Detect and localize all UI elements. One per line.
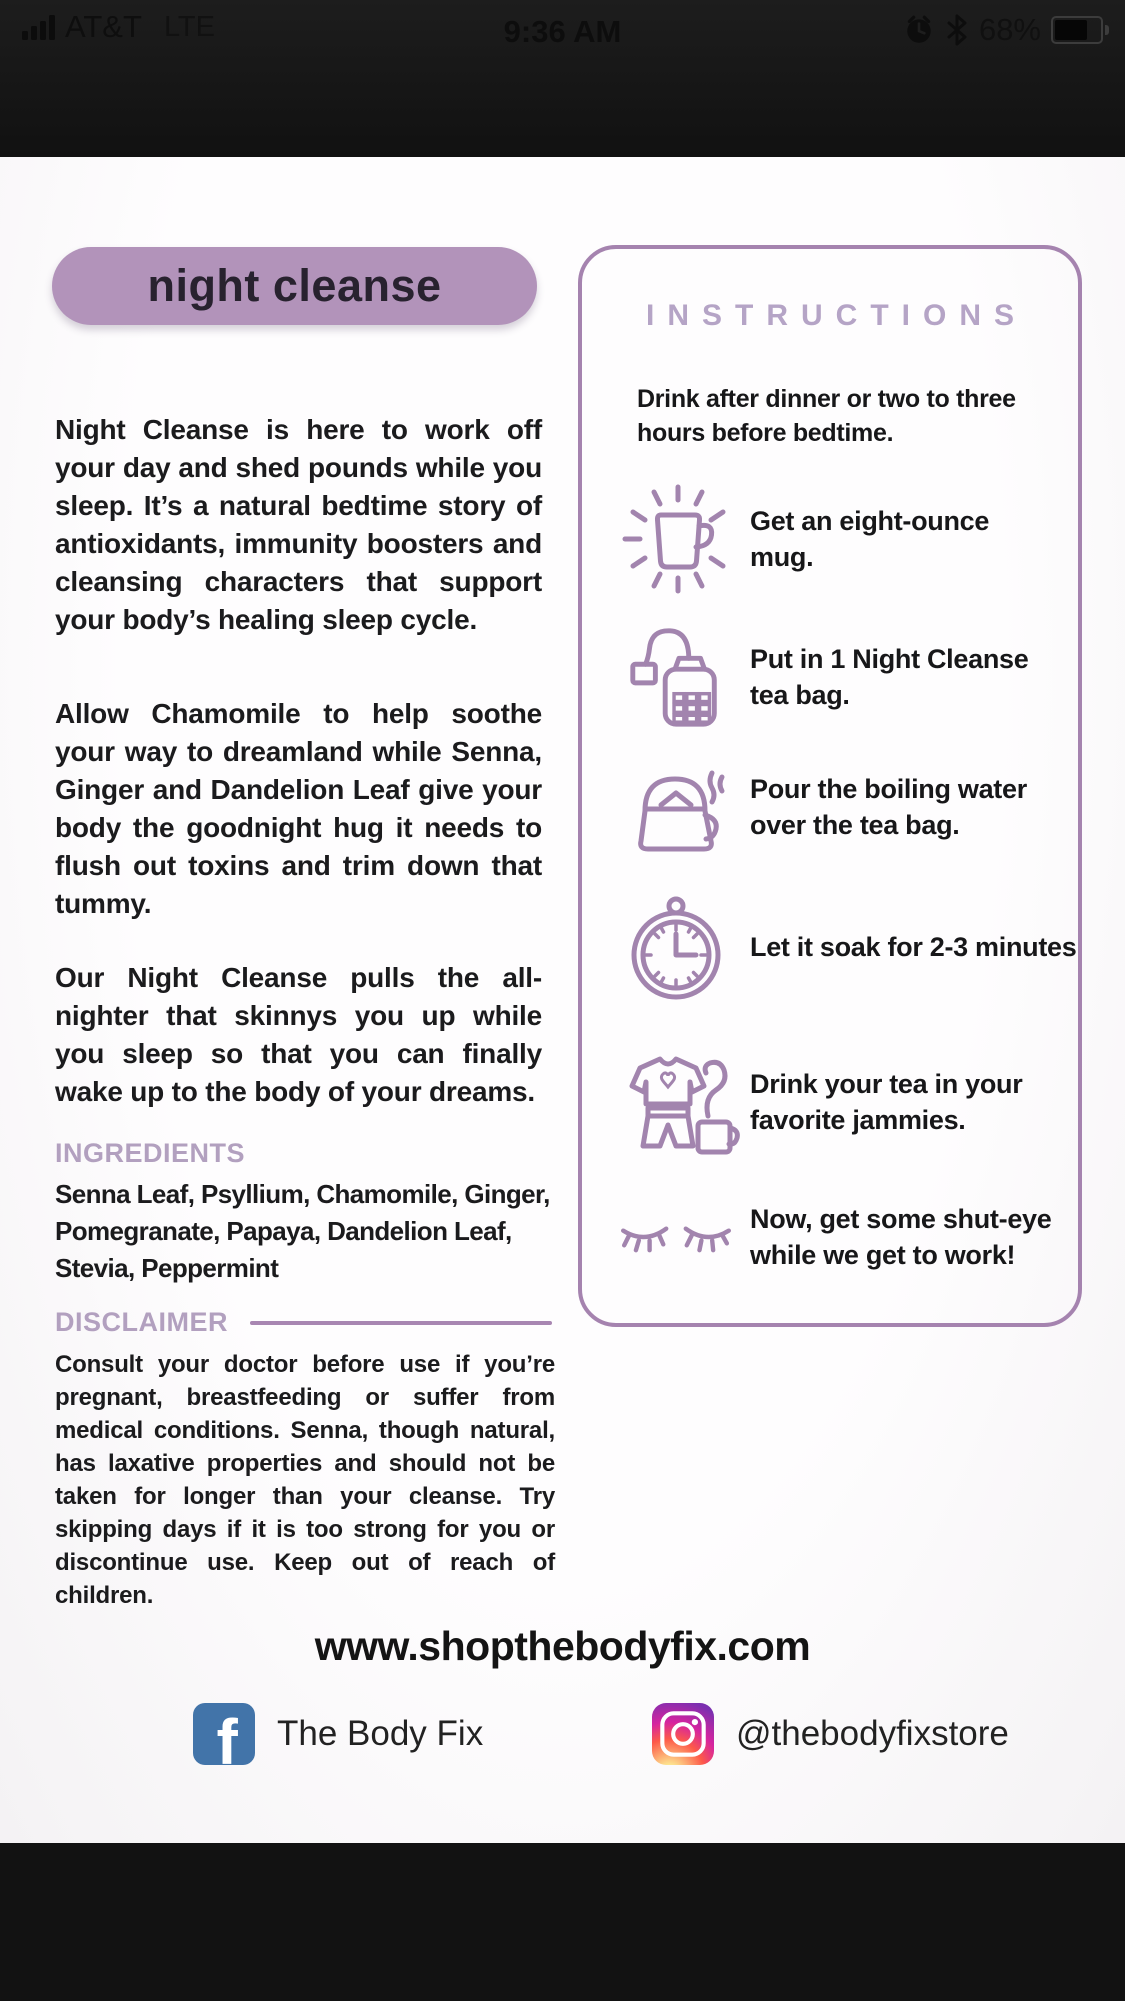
description-paragraph-3: Our Night Cleanse pulls the all-nighter that skinnys you up while you sleep so that you can finally wake up to the body of your dreams. bbox=[55, 962, 542, 1107]
battery-icon bbox=[1051, 16, 1109, 44]
status-time: 9:36 AM bbox=[503, 14, 622, 49]
instruction-step-5 bbox=[602, 1042, 1040, 1162]
website-url: www.shopthebodyfix.com bbox=[314, 1623, 811, 1669]
disclaimer-text: Consult your doctor before use if you’re pregnant, breastfeeding or suffer from medical conditions. Senna, though natural, has laxative properties and should not be taken for longer than your cleanse. Try skipping days if it is too strong for you or discontinue use. Keep out of reach of children. bbox=[55, 1351, 555, 1609]
instructions-heading: INSTRUCTIONS bbox=[646, 299, 1027, 332]
step-text: Put in 1 Night Cleanse tea bag. bbox=[750, 644, 1029, 710]
bluetooth-icon bbox=[945, 14, 969, 46]
instructions-intro: Drink after dinner or two to three hours before bedtime. bbox=[637, 385, 1016, 447]
step-text: Drink your tea in your favorite jammies. bbox=[750, 1069, 1023, 1135]
instruction-step-3 bbox=[602, 757, 1050, 857]
kettle-icon bbox=[602, 757, 750, 857]
flyer-photo bbox=[0, 157, 1125, 1843]
instruction-step-1 bbox=[602, 479, 1020, 599]
network-label: LTE bbox=[163, 11, 215, 43]
instagram-icon bbox=[652, 1703, 714, 1765]
step-text: Get an eight-ounce mug. bbox=[750, 506, 990, 572]
top-letterbox bbox=[0, 0, 1125, 157]
disclaimer-heading: DISCLAIMER bbox=[55, 1307, 228, 1337]
description-paragraph-1: Night Cleanse is here to work off your day and shed pounds while you sleep. It’s a natural bedtime story of antioxidants, immunity boosters and cleansing characters that support your body’s healing sleep cycle. bbox=[55, 414, 542, 635]
pajamas-mug-icon bbox=[602, 1042, 750, 1162]
facebook-icon: f bbox=[193, 1703, 255, 1765]
instruction-step-6 bbox=[602, 1201, 1080, 1273]
step-text: Now, get some shut-eye while we get to work! bbox=[750, 1204, 1052, 1270]
mug-rays-icon bbox=[602, 479, 750, 599]
instructions-panel bbox=[578, 245, 1082, 1327]
carrier-label: AT&T bbox=[65, 9, 142, 44]
ingredients-heading: INGREDIENTS bbox=[55, 1138, 246, 1168]
battery-percent: 68% bbox=[978, 12, 1041, 47]
instagram-item bbox=[652, 1703, 1009, 1765]
facebook-item bbox=[193, 1703, 483, 1765]
tea-bag-icon bbox=[602, 621, 750, 733]
instagram-handle: @thebodyfixstore bbox=[736, 1714, 1009, 1753]
ingredients-list: Senna Leaf, Psyllium, Chamomile, Ginger, Pomegranate, Papaya, Dandelion Leaf, Stevia, Peppermint bbox=[55, 1179, 550, 1283]
product-title-pill bbox=[52, 247, 537, 325]
step-text: Let it soak for 2-3 minutes bbox=[750, 932, 1077, 962]
alarm-clock-icon bbox=[903, 14, 935, 46]
status-bar bbox=[0, 6, 1125, 56]
clock-icon bbox=[602, 892, 750, 1002]
bottom-letterbox bbox=[0, 1843, 1125, 2001]
page-title: night cleanse bbox=[147, 260, 442, 311]
sleepy-eyes-icon bbox=[602, 1215, 750, 1259]
instruction-step-4 bbox=[602, 892, 1076, 1002]
disclaimer-divider bbox=[250, 1321, 552, 1325]
instruction-step-2 bbox=[602, 621, 1040, 733]
step-text: Pour the boiling water over the tea bag. bbox=[750, 774, 1027, 840]
facebook-name: The Body Fix bbox=[277, 1714, 484, 1753]
description-paragraph-2: Allow Chamomile to help soothe your way to dreamland while Senna, Ginger and Dandelion Leaf give your body the goodnight hug it needs to flush out toxins and trim down that tummy. bbox=[55, 698, 542, 919]
